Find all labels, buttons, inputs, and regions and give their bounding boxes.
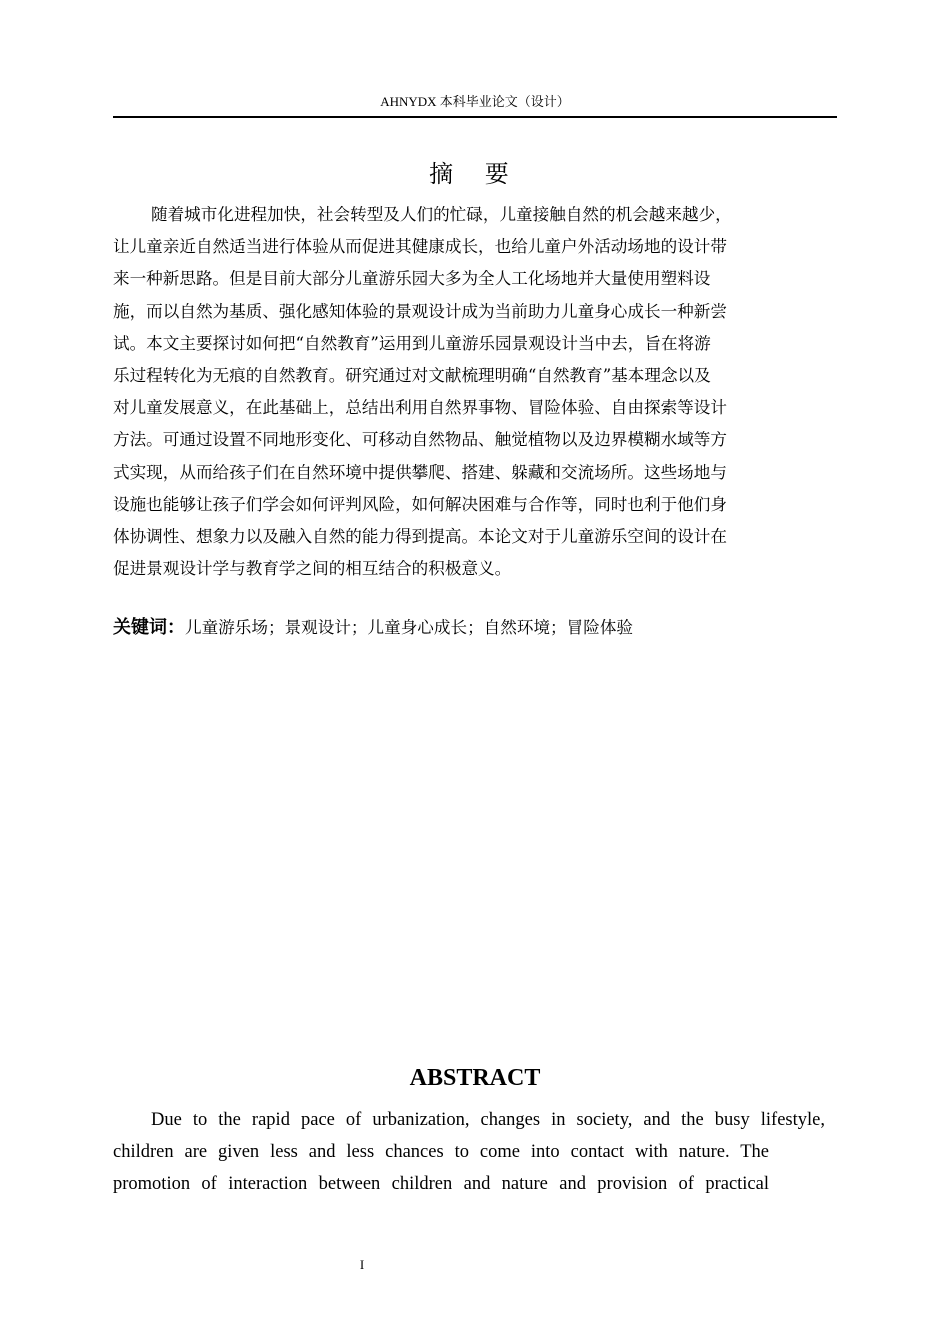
chinese-abstract-line: 让儿童亲近自然适当进行体验从而促进其健康成长，也给儿童户外活动场地的设计带 — [113, 237, 727, 257]
chinese-abstract-line: 试。本文主要探讨如何把“自然教育”运用到儿童游乐园景观设计当中去，旨在将游 — [113, 333, 711, 353]
chinese-abstract-line: 促进景观设计学与教育学之间的相互结合的积极意义。 — [113, 559, 512, 579]
keywords-label: 关键词： — [113, 617, 185, 638]
header-divider — [113, 116, 837, 118]
chinese-abstract-line: 来一种新思路。但是目前大部分儿童游乐园大多为全人工化场地并大量使用塑料设 — [113, 269, 711, 289]
page-number: I — [359, 1257, 365, 1272]
chinese-abstract-line: 乐过程转化为无痕的自然教育。研究通过对文献梳理明确“自然教育”基本理念以及 — [113, 366, 711, 386]
keywords-list: 儿童游乐场；景观设计；儿童身心成长；自然环境；冒险体验 — [185, 618, 634, 637]
keywords-line — [113, 612, 837, 644]
english-abstract-line: children are given less and less chances to come into contact with nature. The — [113, 1142, 769, 1162]
chinese-abstract-line: 方法。可通过设置不同地形变化、可移动自然物品、触觉植物以及边界模糊水域等方 — [113, 430, 727, 450]
chinese-abstract-line: 体协调性、想象力以及融入自然的能力得到提高。本论文对于儿童游乐空间的设计在 — [113, 527, 727, 547]
chinese-abstract-title: 摘 要 — [429, 160, 521, 188]
english-abstract-body — [113, 1104, 825, 1200]
running-header: AHNYDX 本科毕业论文（设计） — [380, 94, 570, 109]
english-abstract-line: promotion of interaction between children and nature and provision of practical — [113, 1174, 769, 1194]
chinese-abstract-body — [113, 199, 823, 585]
english-abstract-line: Due to the rapid pace of urbanization, changes in society, and the busy lifestyle, — [151, 1110, 825, 1130]
chinese-abstract-line: 施，而以自然为基质、强化感知体验的景观设计成为当前助力儿童身心成长一种新尝 — [113, 301, 727, 321]
chinese-abstract-line: 式实现，从而给孩子们在自然环境中提供攀爬、搭建、躲藏和交流场所。这些场地与 — [113, 462, 727, 482]
english-abstract-title: ABSTRACT — [409, 1065, 541, 1091]
chinese-abstract-line: 对儿童发展意义，在此基础上，总结出利用自然界事物、冒险体验、自由探索等设计 — [113, 398, 727, 418]
chinese-abstract-line: 设施也能够让孩子们学会如何评判风险，如何解决困难与合作等，同时也利于他们身 — [113, 494, 727, 514]
chinese-abstract-line: 随着城市化进程加快，社会转型及人们的忙碌，儿童接触自然的机会越来越少， — [151, 205, 732, 224]
